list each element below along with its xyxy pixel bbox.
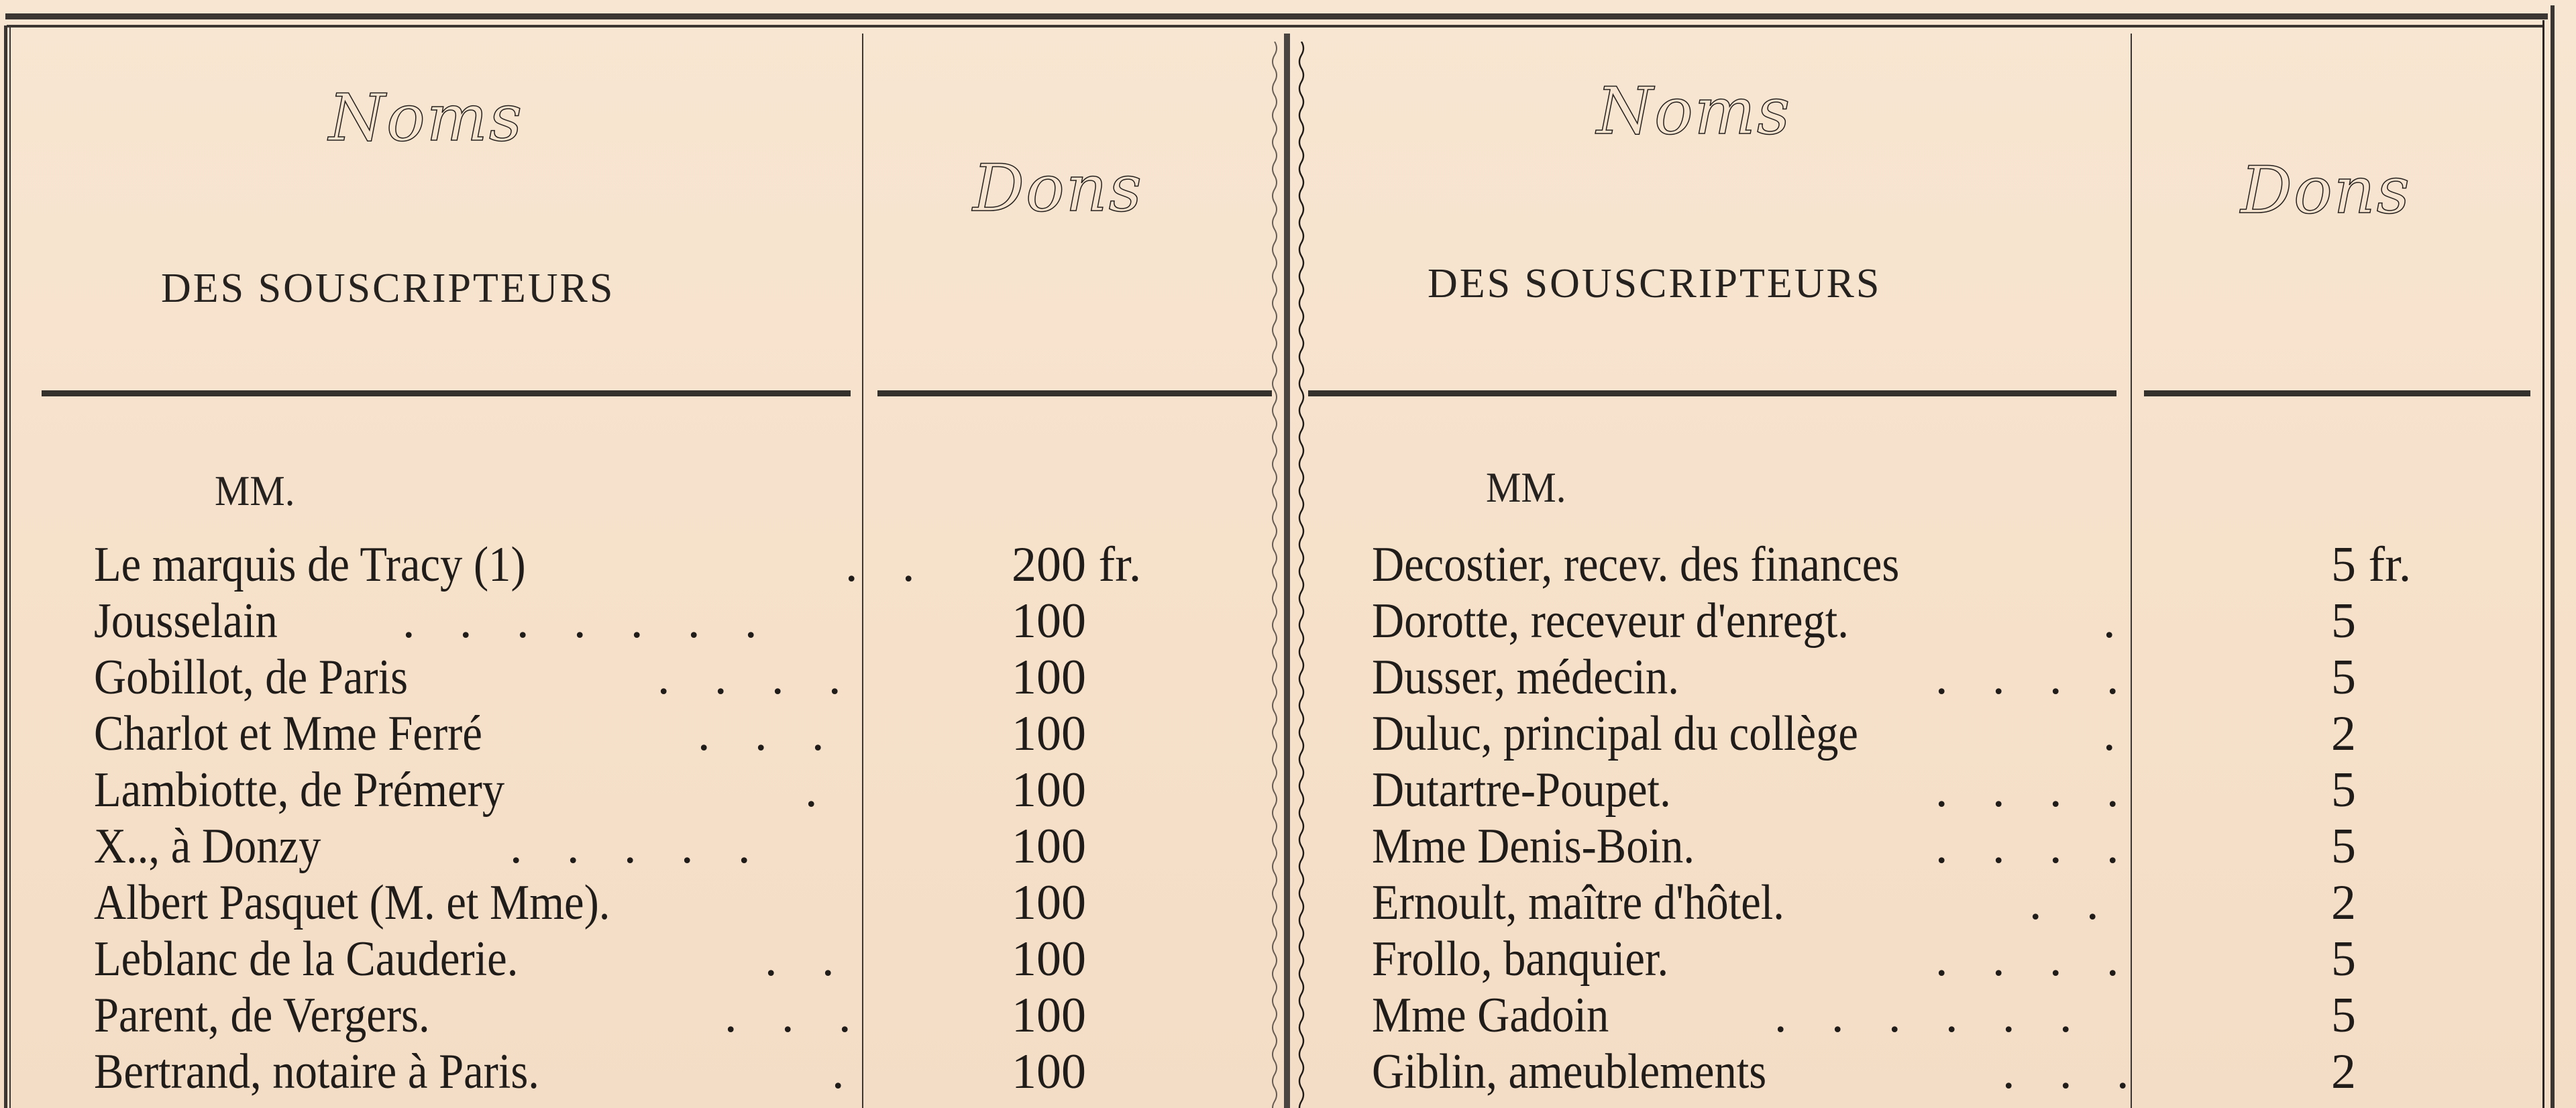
right-names-subheading: DES SOUSCRIPTEURS	[1428, 261, 1882, 307]
dot-leader: . . . .	[1935, 932, 2135, 987]
donation-amount: 100	[1012, 932, 1086, 987]
subscriber-name: Giblin, ameublements	[1372, 1044, 1767, 1099]
dot-leader: .	[2103, 706, 2132, 761]
subscriber-name: Dutartre-Poupet.	[1372, 763, 1671, 818]
subscriber-name: Albert Pasquet (M. et Mme).	[94, 875, 610, 930]
dot-leader: .	[2103, 594, 2132, 649]
donation-amount: 100	[1012, 988, 1086, 1043]
list-item	[94, 706, 1261, 762]
list-item	[1372, 875, 2539, 931]
dot-leader: . . .	[724, 988, 867, 1043]
dot-leader: .	[832, 1044, 861, 1099]
dot-leader: . . . . . .	[1774, 988, 2088, 1043]
subscriber-name: Leblanc de la Cauderie.	[94, 932, 519, 987]
subscriber-name: Dorotte, receveur d'enregt.	[1372, 594, 1849, 649]
donation-amount: 5	[2331, 819, 2356, 874]
list-item	[1372, 1044, 2539, 1100]
wavy-divider-right	[1297, 42, 1306, 1108]
list-item	[94, 649, 1261, 706]
subscriber-name: Mme Gadoin	[1372, 988, 1609, 1043]
subscriber-name: Duluc, principal du collège	[1372, 706, 1858, 761]
donation-amount: 2	[2331, 706, 2356, 761]
donation-amount: 5 fr.	[2331, 537, 2412, 592]
dot-leader: . .	[765, 932, 851, 987]
header-rule	[877, 390, 1272, 396]
left-honorific: MM.	[215, 467, 295, 514]
subscriber-name: Mme Denis-Boin.	[1372, 819, 1695, 874]
list-item	[1372, 706, 2539, 762]
wavy-divider-left	[1270, 42, 1279, 1108]
subscriber-name: Le marquis de Tracy (1)	[94, 537, 526, 592]
frame-top-inner-rule	[7, 25, 2544, 27]
donation-amount: 100	[1012, 650, 1086, 705]
frame-left-inner-rule	[9, 25, 11, 1108]
list-item	[1372, 987, 2539, 1044]
list-item	[1372, 818, 2539, 875]
frame-left-rule	[4, 25, 7, 1108]
donation-amount: 5	[2331, 763, 2356, 818]
header-rule	[1308, 390, 2116, 396]
list-item	[94, 762, 1261, 818]
donation-amount: 2	[2331, 1044, 2356, 1099]
list-item	[1372, 762, 2539, 818]
dot-leader: . . . .	[1935, 763, 2135, 818]
list-item	[1372, 931, 2539, 987]
dot-leader: . . . . .	[510, 819, 767, 874]
donation-amount: 200 fr.	[1012, 537, 1142, 592]
donation-amount: 5	[2331, 594, 2356, 649]
list-item	[1372, 649, 2539, 706]
dot-leader: . . . . . . .	[402, 594, 773, 649]
right-names-heading: Noms	[1597, 74, 1792, 149]
right-honorific: MM.	[1486, 463, 1566, 511]
frame-right-rule	[2551, 5, 2555, 1108]
donation-amount: 100	[1012, 1044, 1086, 1099]
center-divider-bar	[1284, 34, 1290, 1108]
donation-amount: 100	[1012, 763, 1086, 818]
donation-amount: 5	[2331, 650, 2356, 705]
subscriber-name: Ernoult, maître d'hôtel.	[1372, 875, 1784, 930]
subscriber-name: Jousselain	[94, 594, 278, 649]
left-names-subheading: DES SOUSCRIPTEURS	[161, 266, 615, 311]
list-item	[94, 1044, 1261, 1100]
subscriber-name: Dusser, médecin.	[1372, 650, 1679, 705]
donation-amount: 100	[1012, 819, 1086, 874]
donation-amount: 5	[2331, 932, 2356, 987]
subscriber-name: Frollo, banquier.	[1372, 932, 1669, 987]
donation-amount: 100	[1012, 706, 1086, 761]
subscriber-name: Bertrand, notaire à Paris.	[94, 1044, 539, 1099]
left-donations-heading: Dons	[973, 151, 1143, 226]
donation-amount: 2	[2331, 875, 2356, 930]
dot-leader: . . . .	[1935, 819, 2135, 874]
list-item	[94, 931, 1261, 987]
dot-leader: .	[805, 763, 834, 818]
list-item	[1372, 537, 2539, 593]
dot-leader: . .	[2029, 875, 2115, 930]
frame-right-inner-rule	[2542, 20, 2544, 1108]
list-item	[94, 875, 1261, 931]
list-item	[94, 818, 1261, 875]
dot-leader: . . . .	[1935, 650, 2135, 705]
donation-amount: 100	[1012, 875, 1086, 930]
right-donations-heading: Dons	[2241, 153, 2411, 228]
dot-leader: . . .	[2002, 1044, 2145, 1099]
header-rule	[42, 390, 851, 396]
subscriber-name: Lambiotte, de Prémery	[94, 763, 505, 818]
dot-leader: . . .	[698, 706, 841, 761]
subscriber-name: Parent, de Vergers.	[94, 988, 430, 1043]
list-item	[94, 593, 1261, 649]
list-item	[94, 537, 1261, 593]
list-item	[1372, 593, 2539, 649]
subscriber-name: X.., à Donzy	[94, 819, 321, 874]
dot-leader: . .	[845, 537, 931, 592]
donation-amount: 5	[2331, 988, 2356, 1043]
left-names-heading: Noms	[329, 80, 524, 156]
dot-leader: . . . .	[657, 650, 857, 705]
frame-top-rule	[5, 13, 2548, 19]
donation-amount: 100	[1012, 594, 1086, 649]
subscriber-name: Gobillot, de Paris	[94, 650, 409, 705]
subscriber-name: Charlot et Mme Ferré	[94, 706, 482, 761]
subscriber-name: Decostier, recev. des finances	[1372, 537, 1900, 592]
list-item	[94, 987, 1261, 1044]
header-rule	[2144, 390, 2530, 396]
